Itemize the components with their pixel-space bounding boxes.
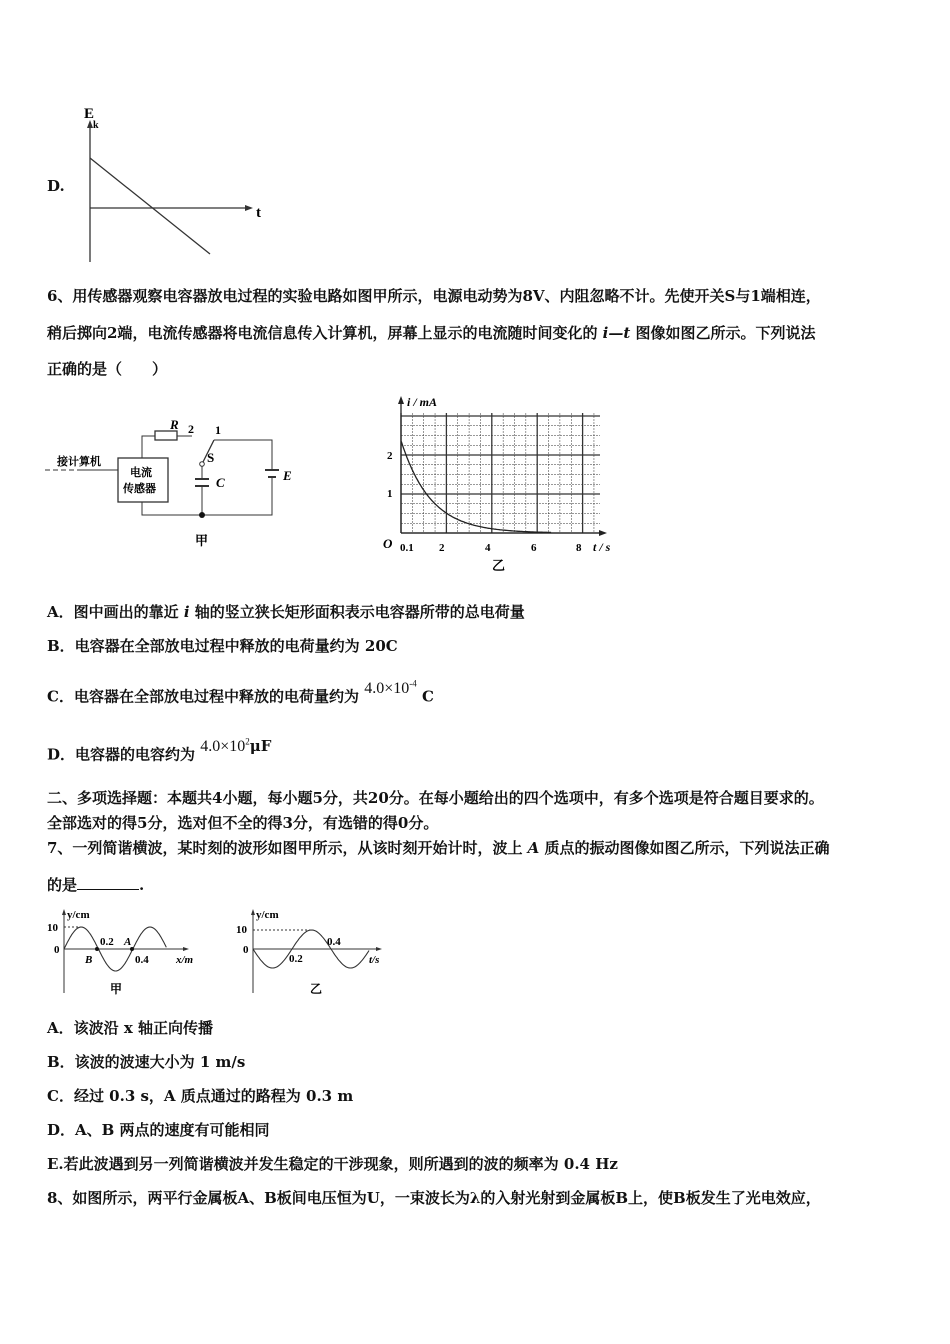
q7-option-b[interactable]: B．该波的波速大小为 1 m/s [47, 1053, 246, 1071]
text: C．电容器在全部放电过程中释放的电荷量约为 [47, 687, 359, 706]
x-arrow [376, 947, 382, 951]
q6-line2 [47, 323, 816, 343]
it-var: i—t [602, 324, 631, 342]
x-arrow [183, 947, 189, 951]
x-label: t [256, 205, 261, 221]
sci-value [364, 680, 417, 697]
q6-line1: 6、用传感器观察电容器放电过程的实验电路如图甲所示，电源电动势为8V、内阻忽略不计。先使开关S与1端相连， [47, 287, 821, 305]
text: A．图中画出的靠近 [47, 603, 184, 621]
x-arrow [245, 205, 253, 211]
wave-graph-yi [236, 909, 382, 996]
terminal-1: 1 [215, 423, 221, 437]
tick-label: 0.2 [289, 953, 303, 965]
caption-yi: 乙 [492, 558, 506, 573]
resistor [155, 431, 177, 440]
sensor-label: 传感器 [123, 483, 156, 495]
q7-option-d[interactable]: D．A、B 两点的速度有可能相同 [47, 1121, 270, 1139]
x-arrow [599, 530, 607, 536]
section2-line2: 全部选对的得5分，选对但不全的得3分，有选错的得0分。 [47, 814, 439, 832]
y-sub: k [93, 120, 99, 131]
tick-label: 0.4 [135, 954, 149, 966]
ek-line [90, 158, 210, 254]
it-var: A [527, 839, 540, 857]
wire [142, 436, 155, 458]
text: . [139, 876, 145, 894]
x-label: t/s [369, 954, 380, 966]
it-var: i [183, 603, 190, 621]
y-label: i / mA [407, 395, 438, 409]
y-tick: 1 [387, 488, 393, 500]
q6-line3: 正确的是（ ） [47, 360, 168, 378]
x-tick: 6 [531, 542, 537, 554]
q7-option-c[interactable]: C．经过 0.3 s，A 质点通过的路程为 0.3 m [47, 1087, 354, 1105]
y-tick: 0 [243, 944, 249, 956]
coef: 4.0×10 [364, 680, 410, 698]
y-tick: 10 [236, 924, 247, 936]
x-tick: 0.1 [400, 542, 414, 554]
b-label: B [85, 954, 93, 966]
computer-label: 接计算机 [57, 456, 101, 468]
q6-option-b[interactable]: B．电容器在全部放电过程中释放的电荷量约为 20C [47, 637, 398, 655]
q6-option-a[interactable] [47, 602, 525, 622]
q7-line2 [47, 875, 144, 895]
text: 质点的振动图像如图乙所示，下列说法正确 [539, 839, 830, 857]
y-arrow [62, 909, 66, 915]
y-arrow [398, 396, 404, 404]
q7-option-a[interactable]: A．该波沿 x 轴正向传播 [47, 1019, 214, 1037]
text: 稍后掷向2端，电流传感器将电流信息传入计算机，屏幕上显示的电流随时间变化的 [47, 324, 603, 342]
y-tick: 0 [54, 944, 60, 956]
text: 的是 [47, 876, 78, 894]
q7-option-e[interactable]: E.若此波遇到另一列简谐横波并发生稳定的干涉现象，则所遇到的波的频率为 0.4 Hz [47, 1155, 618, 1173]
section2-line1: 二、多项选择题：本题共4小题，每小题5分，共20分。在每小题给出的四个选项中，有多个选项是符合题目要求的。 [47, 789, 824, 807]
x-label: t / s [593, 540, 611, 554]
tick-label: 0.4 [327, 936, 341, 948]
y-arrow [251, 909, 255, 915]
caption-yi: 乙 [310, 982, 323, 996]
caption-jia: 甲 [110, 982, 123, 996]
q6-option-d[interactable] [47, 737, 272, 765]
text: 7、一列简谐横波，某时刻的波形如图甲所示，从该时刻开始计时，波上 [47, 839, 528, 857]
y-label: y/cm [256, 909, 279, 921]
junction [199, 512, 205, 518]
e-label: E [283, 468, 292, 483]
switch-pivot [200, 462, 205, 467]
terminal-2: 2 [188, 422, 194, 436]
r-label: R [170, 417, 179, 432]
x-label: x/m [176, 954, 194, 966]
origin-label: O [383, 536, 393, 551]
sensor-label: 电流 [130, 467, 152, 479]
wire [142, 477, 272, 515]
a-label: A [124, 936, 132, 948]
text: 图像如图乙所示。下列说法 [630, 324, 816, 342]
y-tick: 2 [387, 450, 393, 462]
y-label: y/cm [67, 909, 90, 921]
x-tick: 2 [439, 542, 445, 554]
x-tick: 8 [576, 542, 582, 554]
q8-line1: 8、如图所示，两平行金属板A、B板间电压恒为U，一束波长为λ的入射光射到金属板B上，使B板发生了光电效应， [47, 1189, 821, 1207]
exp: -4 [409, 679, 417, 689]
grid [401, 413, 600, 533]
unit: μF [249, 737, 272, 756]
sci-value [200, 738, 250, 755]
s-label: S [207, 450, 215, 465]
tick-label: 0.2 [100, 936, 114, 948]
text: 轴的竖立狭长矩形面积表示电容器所带的总电荷量 [189, 603, 525, 621]
unit: C [421, 687, 434, 706]
wire [214, 440, 272, 470]
coef: 4.0×10 [200, 738, 246, 756]
exp: 2 [245, 737, 250, 747]
sensor-box [118, 458, 168, 502]
answer-blank[interactable] [77, 875, 139, 890]
wave-graph-jia [47, 909, 194, 996]
c-label: C [216, 475, 225, 490]
caption-jia: 甲 [195, 533, 209, 548]
y-tick: 10 [47, 922, 58, 934]
q7-line1 [47, 838, 830, 858]
y-label: E [84, 106, 95, 122]
point-b [95, 947, 99, 951]
x-tick: 4 [485, 542, 491, 554]
text: D．电容器的电容约为 [47, 745, 196, 764]
q6-option-c[interactable] [47, 679, 434, 707]
prev-option-d-label: D. [47, 177, 65, 195]
